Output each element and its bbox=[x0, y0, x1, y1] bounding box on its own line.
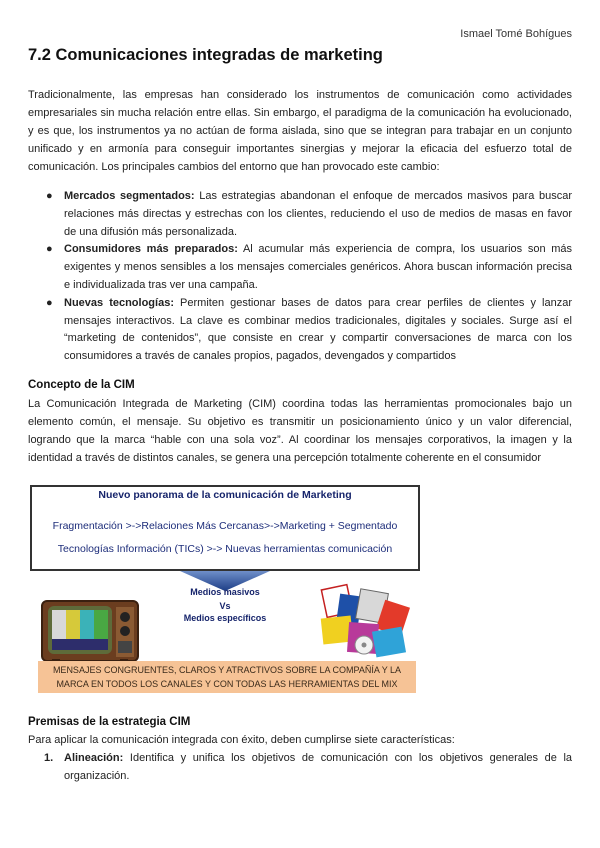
marketing-panorama-figure bbox=[30, 485, 420, 695]
figure-line-2: Tecnologías Información (TICs) >-> Nuevas herramientas comunicación bbox=[57, 543, 393, 555]
premisas-heading: Premisas de la estrategia CIM bbox=[28, 716, 191, 728]
bullet-term: Consumidores más preparados: bbox=[64, 243, 238, 256]
cim-heading: Concepto de la CIM bbox=[28, 379, 135, 391]
specific-media-collage-icon bbox=[318, 583, 410, 665]
bullet-text: Al acumular más experiencia de compra, los usuarios son más exigentes y menos sensibles a los mensajes comerciales genéricos. Ahora buscan información precisa e individualizada tras ver una campaña. bbox=[64, 243, 572, 291]
bullet-icon: ● bbox=[46, 296, 53, 309]
banner-line-1: MENSAJES CONGRUENTES, CLAROS Y ATRACTIVOS SOBRE LA COMPAÑÍA Y LA bbox=[52, 665, 402, 675]
figure-header-box bbox=[30, 485, 420, 571]
changes-list bbox=[28, 188, 572, 366]
author-name: Ismael Tomé Bohígues bbox=[460, 28, 572, 40]
list-item bbox=[28, 241, 572, 294]
item-text: Identifica y unifica los objetivos de comunicación con los objetivos generales de la organización. bbox=[64, 752, 572, 782]
bullet-term: Mercados segmentados: bbox=[64, 190, 195, 202]
bullet-icon: ● bbox=[46, 243, 53, 256]
section-title: 7.2 Comunicaciones integradas de marketing bbox=[28, 46, 383, 64]
cim-paragraph: La Comunicación Integrada de Marketing (CIM) coordina todas las herramientas promocionales bajo un elemento común, el mensaje. Su objetivo es transmitir un posicionamiento único y un valor diferencial, logrando que la marca “hable con una sola voz”. Al coordinar los mensajes corporativos, la imagen y la identidad a través de distintos canales, se genera una percepción totalmente coherente en el consumidor bbox=[28, 398, 572, 464]
intro-paragraph: Tradicionalmente, las empresas han considerado los instrumentos de comunicación como actividades empresariales sin mucha relación entre ellas. Sin embargo, el paradigma de la comunicación ha evolucionado, y es que, los instrumentos ya no actúan de forma aislada, sino que se integran para trabajar en un conjunto unificado y en armonía para conseguir importantes sinergias y mejorar la eficacia del esfuerzo total de comunicación. Los principales cambios del entorno que han provocado este cambio: bbox=[28, 89, 572, 173]
media-specific-label: Medios específicos bbox=[183, 613, 267, 623]
premisas-intro: Para aplicar la comunicación integrada con éxito, deben cumplirse siete características: bbox=[28, 734, 455, 746]
banner-line-2: MARCA EN TODOS LOS CANALES Y CON TODAS LAS HERRAMIENTAS DEL MIX bbox=[56, 679, 398, 689]
list-item bbox=[28, 188, 572, 241]
list-item bbox=[28, 295, 572, 366]
figure-line-1: Fragmentación >->Relaciones Más Cercanas>->Marketing + Segmentado bbox=[52, 520, 398, 532]
key-message-banner bbox=[38, 661, 416, 693]
item-number: 1. bbox=[44, 752, 54, 764]
bullet-icon: ● bbox=[46, 190, 53, 202]
media-massive-label: Medios masivos bbox=[190, 587, 260, 597]
versus-label: Vs bbox=[219, 601, 231, 611]
premisas-list bbox=[28, 749, 572, 785]
bullet-text: Las estrategias abandonan el enfoque de mercados masivos para buscar relaciones más directas y estrechas con los clientes, reduciendo el uso de medios de masas en favor de una difusión más personalizada. bbox=[64, 190, 572, 238]
list-item bbox=[28, 749, 572, 785]
bullet-text: Permiten gestionar bases de datos para crear perfiles de clientes y lanzar mensajes interactivos. La clave es combinar medios tradicionales, digitales y sociales. Surge así el “marketing de contenidos”, que consiste en crear y compartir conversaciones de marca con los consumidores a través de canales propios, pagados, devengados y compartidos bbox=[64, 296, 572, 363]
bullet-term: Nuevas tecnologías: bbox=[64, 296, 174, 309]
television-icon bbox=[40, 599, 140, 665]
figure-title: Nuevo panorama de la comunicación de Marketing bbox=[98, 489, 352, 501]
item-term: Alineación: bbox=[64, 752, 124, 764]
